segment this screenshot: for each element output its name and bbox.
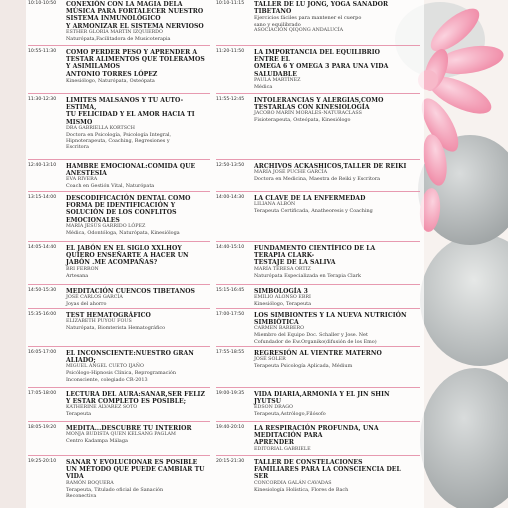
- time-slot: 17:55-18:55: [216, 350, 245, 355]
- entry-separator: [28, 45, 210, 46]
- entry-separator: [216, 387, 420, 388]
- entry-body: [254, 288, 420, 307]
- speaker-name: ASOCIACIÓN QIQONG ANDALUCÍA: [254, 27, 344, 33]
- entry-separator: [216, 284, 420, 285]
- speaker-name: MARÍA TERESA ORTIZ: [254, 266, 311, 272]
- speaker-credentials: Naturópata, Biomterista Hematográfico: [66, 325, 166, 332]
- speaker-credentials: Kinesiólogo, Naturópata, Osteópata: [66, 77, 155, 84]
- speaker-name: JOSÉ SOLER: [254, 357, 286, 363]
- entry-body: [66, 350, 210, 383]
- talk-title-line: TALLER DE CONSTELACIONES: [254, 459, 363, 466]
- entry-separator: [28, 284, 210, 285]
- speaker-name: MIGUEL ÁNGEL CUETO IJAÑO: [66, 364, 144, 370]
- entry-separator: [28, 308, 210, 309]
- speaker-credentials: Miembro del Equipo Doc. Schaller y Jose. Net: [254, 332, 368, 339]
- time-slot: 17:00-17:50: [216, 312, 245, 317]
- talk-title-line: TESTARLAS CON KINESIOLOGÍA: [254, 104, 370, 112]
- speaker-name: JACOBO MARÍN MORALES-NATURACLASS: [254, 111, 362, 117]
- speaker-credentials: Psicólogo-Hipnosis Clínica, Reprogramación: [66, 370, 177, 377]
- speaker-credentials: Kinesiólogo, Terapeuta: [254, 301, 312, 308]
- talk-title-line: COMO PERDER PESO Y APRENDER A: [66, 49, 198, 56]
- talk-title-line: MEDITA...DESCUBRE TU INTERIOR: [66, 425, 192, 432]
- talk-title-line: SIMBIÓTICA: [254, 319, 299, 327]
- talk-title-line: LA IMPORTANCIA DEL EQUILIBRIO: [254, 49, 381, 56]
- talk-title-line: SALUDABLE: [254, 70, 297, 78]
- entry-body: [254, 245, 420, 279]
- entry-separator: [28, 421, 210, 422]
- entry-separator: [28, 191, 210, 192]
- speaker-name: BRI FERRON: [66, 266, 99, 272]
- talk-title-line: SER: [254, 473, 269, 481]
- entry-body: [254, 163, 420, 182]
- talk-title-line: FAMILIARES PARA LA CONSCIENCIA DEL: [254, 466, 401, 474]
- entry-body: [254, 195, 420, 214]
- talk-title-line: ANTONIO TORRES LÓPEZ: [66, 70, 158, 78]
- time-slot: 10:10-10:50: [28, 1, 57, 6]
- talk-title-line: SISTEMA INMUNOLÓGICO: [66, 15, 161, 23]
- speaker-credentials: Terapeuta Psicología Aplicada, Médium: [254, 363, 353, 370]
- speaker-credentials: Médica, Odontóloga, Naturópata, Kinesióloga: [66, 229, 180, 236]
- speaker-credentials: Naturópata,Facilitadora de Musicoterapia: [66, 35, 171, 42]
- talk-title-line: Y ASIMILAMOS: [66, 63, 121, 71]
- entry-body: [66, 245, 210, 279]
- talk-title-line: EL JABÓN EN EL SIGLO XXI.HOY: [66, 245, 182, 252]
- speaker-credentials: Inconsciente, colegiado CR-2013: [66, 376, 148, 383]
- speaker-credentials: Joyas del ahorro: [66, 301, 107, 308]
- speaker-name: MARÍA JOSÉ PUCHE GARCÍA: [254, 170, 328, 176]
- talk-title-line: ALIADO;: [66, 357, 96, 365]
- time-slot: 13:15-14:00: [28, 195, 57, 200]
- time-slot: 15:35-16:00: [28, 312, 57, 317]
- entry-body: [66, 163, 210, 190]
- time-slot: 14:00-14:30: [216, 195, 245, 200]
- time-slot: 11:20-11:50: [216, 49, 245, 54]
- entry-separator: [216, 455, 420, 456]
- talk-title-line: OMEGA 6 Y OMEGA 3 PARA UNA VIDA: [254, 63, 389, 71]
- entry-body: [66, 312, 210, 331]
- talk-title-line: MEDITACIÓN CUENCOS TIBETANOS: [66, 288, 196, 295]
- speaker-name: EVA RIVERA: [66, 177, 98, 183]
- talk-title-line: Y ESTAR COMPLETO ES POSIBLE;: [66, 398, 187, 406]
- entry-separator: [28, 159, 210, 160]
- entry-separator: [28, 346, 210, 347]
- entry-body: [254, 425, 420, 453]
- entry-separator: [216, 241, 420, 242]
- speaker-name: EDSON DRAGO: [254, 405, 293, 411]
- talk-title-line: TERAPIA CLARK-: [254, 252, 315, 260]
- talk-title-line: JYUTSU: [254, 398, 282, 406]
- speaker-credentials: Kinesiología Holística, Flores de Bach: [254, 486, 349, 493]
- speaker-credentials: Centro Kadampa Málaga: [66, 438, 128, 445]
- time-slot: 10:55-11:30: [28, 49, 57, 54]
- talk-title-line: ESTIMA,: [66, 104, 97, 112]
- entry-body: [66, 391, 210, 418]
- time-slot: 15:15-16:45: [216, 288, 245, 293]
- time-slot: 11:30-12:30: [28, 97, 57, 102]
- talk-title-line: ARCHIVOS ACKASHICOS,TALLER DE REIKI: [254, 163, 407, 170]
- time-slot: 19:00-19:35: [216, 391, 245, 396]
- speaker-credentials: Artesana: [66, 272, 89, 279]
- speaker-name: ELIZABETH PUYOU FOUS: [66, 319, 132, 325]
- talk-title-line: Y ARMONIZAR EL SISTEMA NERVIOSO: [66, 22, 204, 30]
- talk-title-line: TESTAR ALIMENTOS QUE TOLERAMOS: [66, 56, 205, 64]
- talk-title-line: FUNDAMENTO CIENTÍFICO DE LA: [254, 245, 376, 252]
- time-slot: 14:40-15:10: [216, 245, 245, 250]
- speaker-name: EDITORIAL GABRIELE: [254, 446, 311, 452]
- entry-separator: [216, 191, 420, 192]
- entry-separator: [28, 93, 210, 94]
- speaker-name: KATHERINE ÁLVAREZ SOTO: [66, 405, 138, 411]
- entry-body: [254, 312, 420, 345]
- speaker-name: CONCORDIA GALÁN CAVADAS: [254, 480, 332, 486]
- speaker-credentials: Terapeuta, Titulado oficial de Sanación: [66, 486, 164, 493]
- talk-title-line: VIDA: [66, 473, 84, 481]
- talk-title-line: LA RESPIRACIÓN PROFUNDA, UNA: [254, 425, 379, 432]
- speaker-name: MARÍA JESÚS GARRIDO LÓPEZ: [66, 223, 146, 229]
- talk-title-line: TIBETANO: [254, 8, 292, 16]
- entry-separator: [216, 45, 420, 46]
- talk-title-line: TALLER DE LU JONG, YOGA SANADOR: [254, 1, 389, 8]
- entry-separator: [216, 346, 420, 347]
- speaker-name: DRA GABRIELLA KORTSCH: [66, 125, 135, 131]
- talk-title-line: TEST HEMATOGRÁFICO: [66, 312, 151, 319]
- speaker-name: RAMÓN BOQUERA: [66, 480, 114, 486]
- speaker-credentials: Reconectiva: [66, 492, 97, 499]
- entry-separator: [216, 308, 420, 309]
- talk-title-line: QUIERO ENSEÑARTE A HACER UN: [66, 252, 189, 260]
- time-slot: 14:05-14:40: [28, 245, 57, 250]
- entry-separator: [216, 159, 420, 160]
- entry-separator: [28, 241, 210, 242]
- entry-body: [66, 97, 210, 150]
- speaker-credentials: Escritora: [66, 144, 89, 150]
- speaker-credentials: Médica: [254, 83, 273, 90]
- entry-separator: [28, 455, 210, 456]
- entry-body: [254, 391, 420, 418]
- entry-body: [254, 97, 420, 124]
- entry-body: [66, 459, 210, 499]
- speaker-credentials: Cofundador de Ew.Organiko(difusión de los Emo): [254, 338, 377, 345]
- talk-title-line: FORMA DE IDENTIFICACIÓN Y: [66, 202, 176, 210]
- speaker-name: CARMEN BARBERO: [254, 326, 305, 332]
- talk-title-line: SIMBOLOGÍA 3: [254, 288, 308, 295]
- entry-body: [66, 425, 210, 444]
- speaker-credentials: Terapeuta: [66, 411, 92, 418]
- talk-title-line: ANESTESIA: [66, 170, 107, 178]
- speaker-name: LILIANA ALBÓN: [254, 202, 296, 208]
- entry-separator: [28, 387, 210, 388]
- talk-title-line: VIDA DIARIA,ARMONÍA Y EL JIN SHIN: [254, 391, 390, 398]
- time-slot: 12:50-13:50: [216, 163, 245, 168]
- talk-subtitle-line: Ejercicios fáciles para mantener el cuerpo: [254, 15, 362, 22]
- talk-subtitle-line: sano y equilibrado: [254, 21, 301, 28]
- entry-body: [66, 195, 210, 236]
- speaker-credentials: Terapeuta,Astrólogo,Filósofo: [254, 411, 326, 418]
- speaker-credentials: Naturópata Especializada en Terapia Clark: [254, 272, 361, 279]
- entry-body: [66, 49, 210, 84]
- talk-title-line: INTOLERANCIAS Y ALERGIAS,COMO: [254, 97, 384, 104]
- talk-title-line: HAMBRE EMOCIONAL:COMIDA QUE: [66, 163, 196, 170]
- speaker-credentials: Doctora en Psicología, Psicología Integral,: [66, 131, 172, 138]
- speaker-name: PAULA MARTÍNEZ: [254, 77, 301, 83]
- speaker-name: MONJA BUDISTA QUEN KELSANG PAGLAM: [66, 432, 176, 438]
- time-slot: 18:05-19:20: [28, 425, 57, 430]
- speaker-credentials: Hipnoterapeuta, Coaching, Regresiones y: [66, 137, 170, 144]
- time-slot: 17:05-18:00: [28, 391, 57, 396]
- time-slot: 16:05-17:00: [28, 350, 57, 355]
- talk-title-line: MÚSICA PARA FORTALECER NUESTRO: [66, 8, 204, 16]
- talk-title-line: DESCODIFICACIÓN DENTAL COMO: [66, 195, 191, 202]
- talk-title-line: EL INCONSCIENTE:NUESTRO GRAN: [66, 350, 194, 357]
- speaker-credentials: Fisioterapeuta, Osteópata, Kinesiólogo: [254, 117, 351, 124]
- entry-body: [66, 1, 210, 42]
- time-slot: 20:15-21:30: [216, 459, 245, 464]
- talk-title-line: TESTAJE DE LA SALIVA: [254, 259, 336, 267]
- talk-title-line: JABÓN .ME ACOMPAÑAS?: [66, 259, 158, 267]
- time-slot: 14:50-15:30: [28, 288, 57, 293]
- entry-separator: [216, 93, 420, 94]
- talk-title-line: LIMITES MALSANOS Y TU AUTO-: [66, 97, 184, 104]
- talk-title-line: UN MÉTODO QUE PUEDE CAMBIAR TU: [66, 466, 205, 474]
- time-slot: 10:10-11:15: [216, 1, 245, 6]
- talk-title-line: MEDITACIÓN PARA: [254, 432, 323, 440]
- time-slot: 19:40-20:10: [216, 425, 245, 430]
- entry-separator: [216, 421, 420, 422]
- talk-title-line: SANAR Y EVOLUCIONAR ES POSIBLE: [66, 459, 198, 466]
- talk-title-line: REGRESIÓN AL VIENTRE MATERNO: [254, 350, 382, 357]
- speaker-name: ESTHER GLORIA MARTIN IZQUIERDO: [66, 29, 163, 35]
- talk-title-line: LECTURA DEL AURA:SANAR,SER FELIZ: [66, 391, 205, 398]
- speaker-credentials: Coach en Gestión Vital, Naturópata: [66, 183, 155, 190]
- talk-title-line: SOLUCIÓN DE LOS CONFLITOS: [66, 209, 177, 217]
- speaker-credentials: Doctora en Medicina, Maestra de Reiki y Escritora: [254, 176, 381, 183]
- talk-title-line: ENTRE EL: [254, 56, 290, 64]
- entry-body: [254, 350, 420, 369]
- entry-body: [66, 288, 210, 307]
- talk-title-line: LOS SIMBIONTES Y LA NUEVA NUTRICIÓN: [254, 312, 407, 319]
- talk-title-line: MISMO: [66, 118, 93, 126]
- time-slot: 11:55-12:45: [216, 97, 245, 102]
- talk-title-line: CONEXIÓN CON LA MAGIA DELA: [66, 1, 183, 8]
- speaker-credentials: Terapeuta Certificada, Anatheoresis y Coaching: [254, 208, 373, 215]
- time-slot: 19:25-20:10: [28, 459, 57, 464]
- entry-body: [254, 49, 420, 90]
- time-slot: 12:40-13:10: [28, 163, 57, 168]
- talk-title-line: LA CLAVE DE LA ENFERMEDAD: [254, 195, 366, 202]
- speaker-name: EMILIO ALONSO EBRI: [254, 295, 311, 301]
- entry-body: [254, 1, 420, 34]
- talk-title-line: TU FELICIDAD Y EL AMOR HACIA TI: [66, 111, 195, 119]
- talk-title-line: EMOCIONALES: [66, 216, 120, 224]
- talk-title-line: APRENDER: [254, 439, 294, 447]
- speaker-name: JOSÉ CARLOS GARCÍA: [66, 295, 123, 301]
- entry-body: [254, 459, 420, 493]
